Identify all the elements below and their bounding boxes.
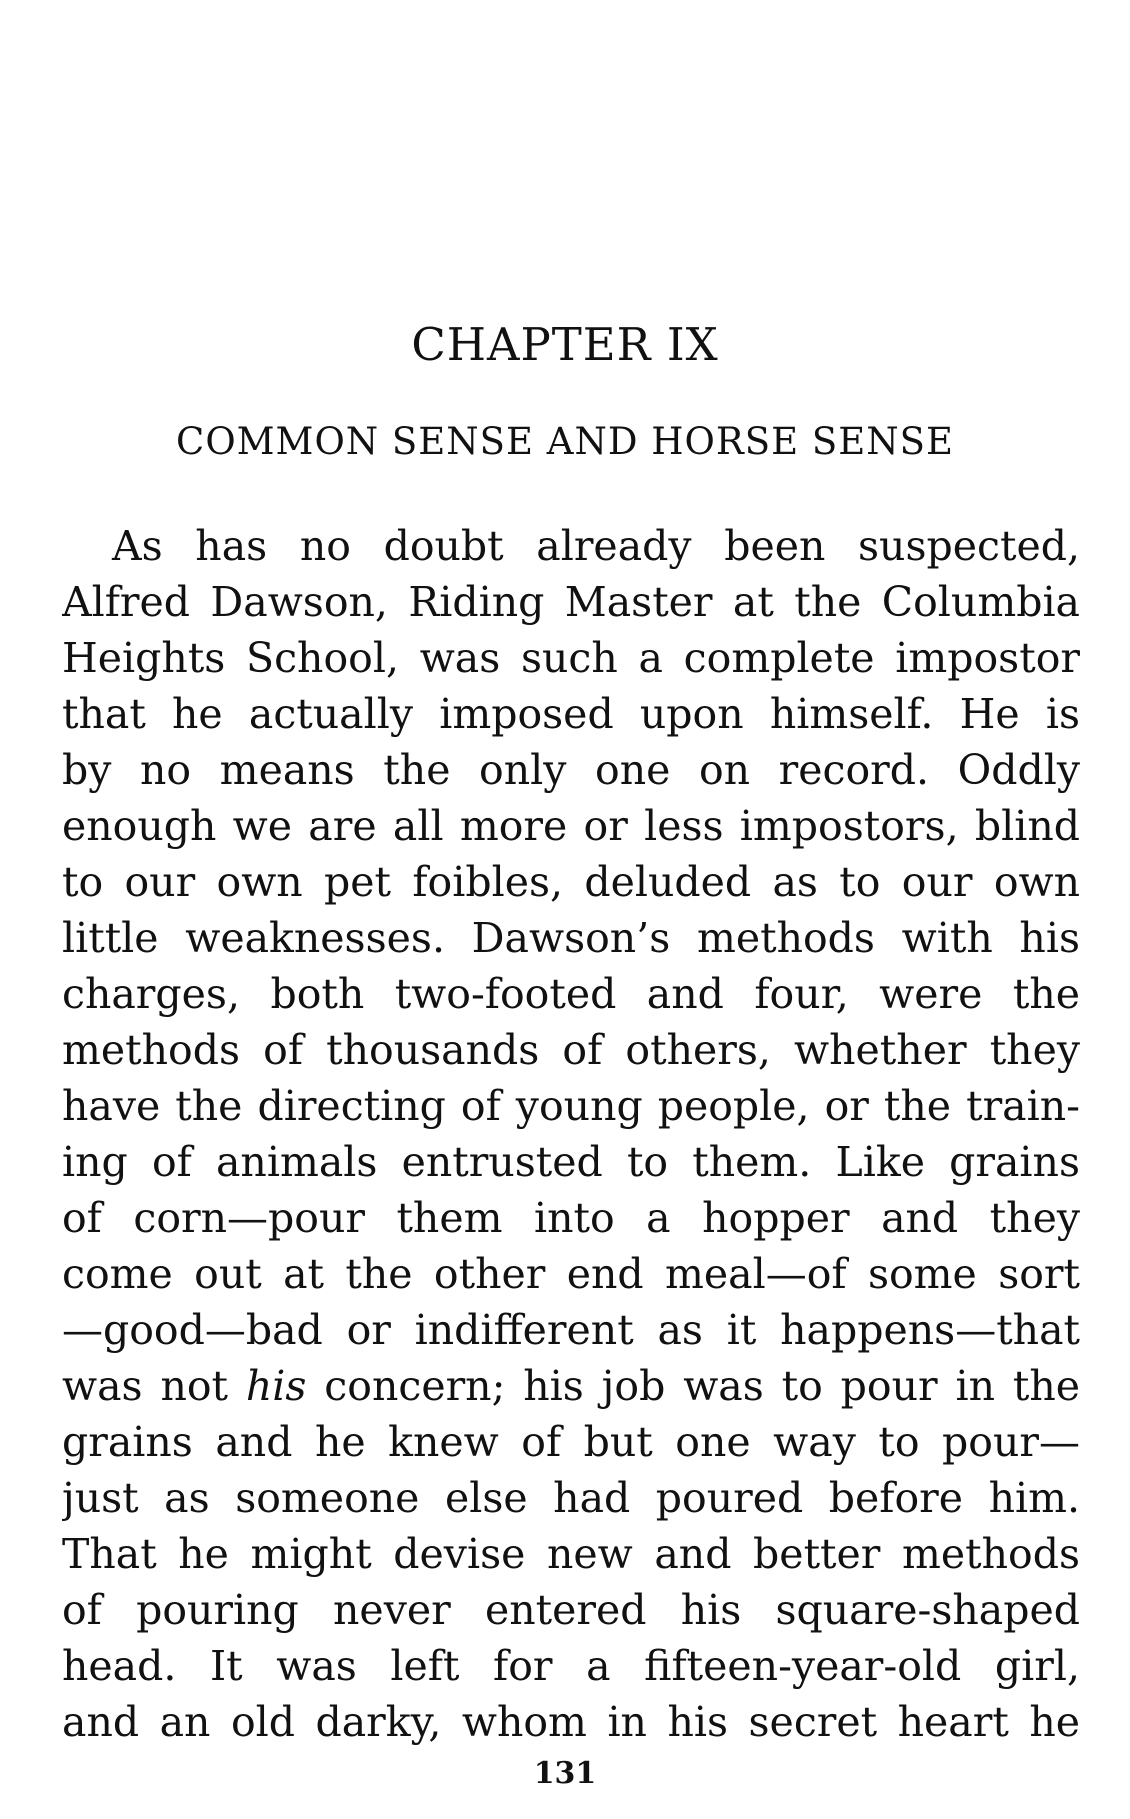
text-line-with-emphasis (62, 1358, 1080, 1414)
text-line: of pouring never entered his square-shaped (62, 1586, 1080, 1634)
body-paragraph (62, 518, 1080, 1750)
text-line: Heights School, was such a complete impostor (62, 634, 1080, 682)
text-line: ing of animals entrusted to them. Like grains (62, 1138, 1080, 1186)
text-line: Alfred Dawson, Riding Master at the Columbia (62, 578, 1080, 626)
page-number: 131 (533, 1756, 597, 1791)
text-line: enough we are all more or less impostors, blind (62, 802, 1080, 850)
text-line: come out at the other end meal—of some sort (62, 1250, 1080, 1298)
text-segment: concern; his job was to pour in the (306, 1362, 1080, 1410)
text-line: head. It was left for a fifteen-year-old girl, (62, 1642, 1080, 1690)
text-line: just as someone else had poured before him. (62, 1474, 1080, 1522)
text-line: grains and he knew of but one way to pour— (62, 1418, 1080, 1466)
text-line: little weaknesses. Dawson’s methods with his (62, 914, 1080, 962)
text-line: have the directing of young people, or the train- (62, 1082, 1080, 1130)
text-line: charges, both two-footed and four, were the (62, 970, 1080, 1018)
text-line: That he might devise new and better methods (62, 1530, 1080, 1578)
text-line: —good—bad or indifferent as it happens—that (62, 1306, 1080, 1354)
chapter-subtitle: COMMON SENSE AND HORSE SENSE (176, 420, 954, 463)
text-line: and an old darky, whom in his secret heart he (62, 1698, 1080, 1746)
emphasized-word: his (245, 1362, 307, 1410)
text-line: by no means the only one on record. Oddly (62, 746, 1080, 794)
text-line: of corn—pour them into a hopper and they (62, 1194, 1080, 1242)
text-line: to our own pet foibles, deluded as to our own (62, 858, 1080, 906)
text-line: methods of thousands of others, whether they (62, 1026, 1080, 1074)
text-segment: was not (62, 1362, 246, 1410)
chapter-title: CHAPTER IX (411, 318, 719, 371)
text-line: As has no doubt already been suspected, (112, 522, 1080, 570)
text-line: that he actually imposed upon himself. He is (62, 690, 1080, 738)
